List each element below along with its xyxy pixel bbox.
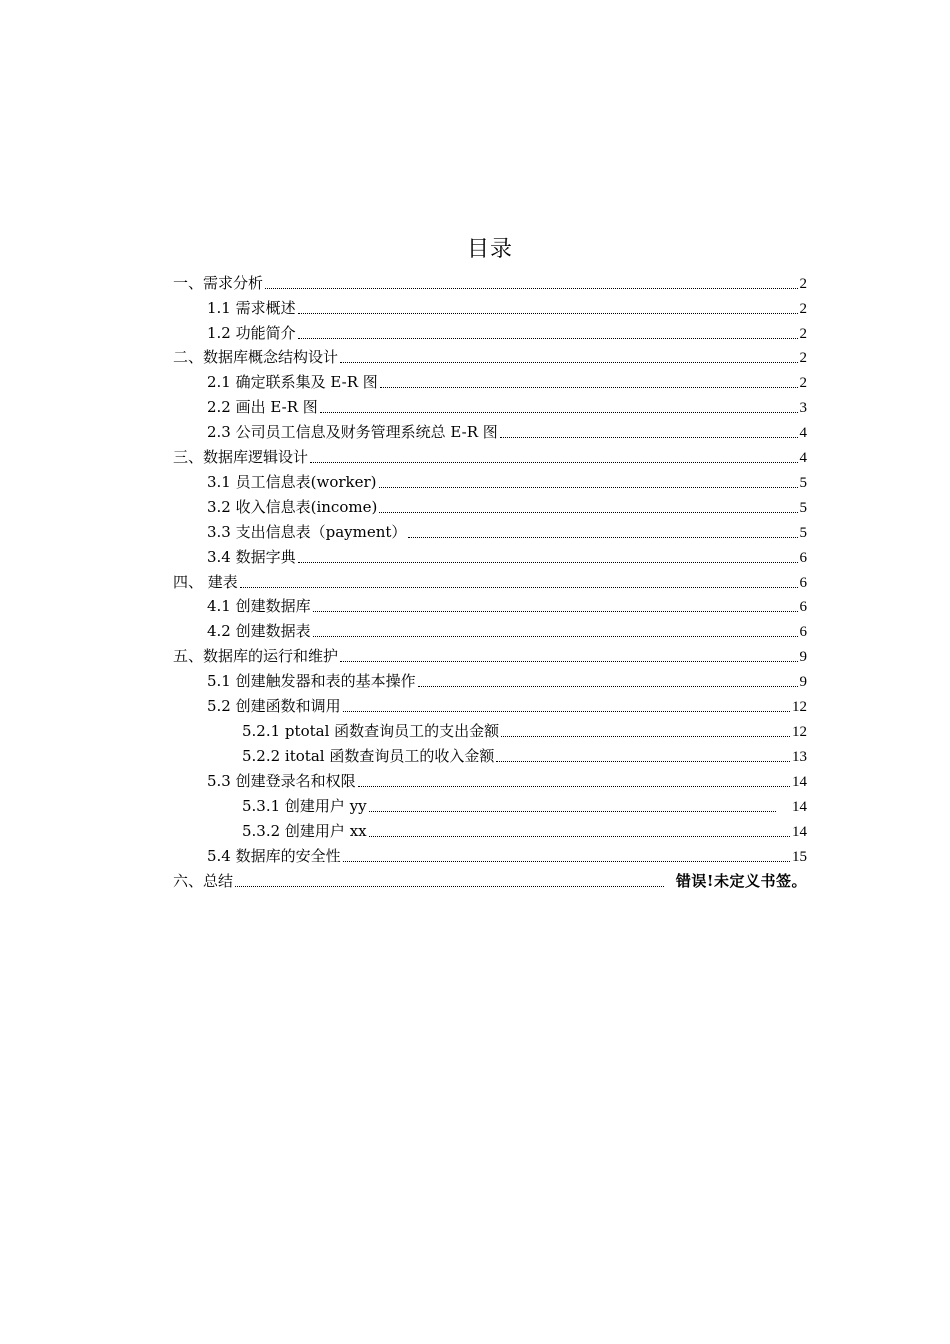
toc-leader-dots	[298, 313, 798, 314]
toc-entry-label: 五、数据库的运行和维护	[173, 647, 339, 665]
toc-entry-page-error: 错误!未定义书签。	[675, 872, 807, 890]
toc-entry[interactable]	[207, 546, 807, 568]
toc-entry[interactable]	[207, 421, 807, 443]
toc-entry-page: 12	[792, 699, 807, 715]
toc-entry-page: 2	[799, 350, 807, 366]
toc-leader-dots	[310, 462, 797, 463]
toc-entry-label: 四、 建表	[173, 573, 238, 591]
toc-entry[interactable]	[207, 695, 807, 717]
toc-leader-dots	[369, 836, 790, 837]
toc-entry-label: 2.3 公司员工信息及财务管理系统总 E-R 图	[207, 423, 498, 441]
toc-entry-label: 六、总结	[173, 872, 234, 890]
toc-entry-page: 14	[792, 824, 807, 840]
toc-entry-label: 2.1 确定联系集及 E-R 图	[207, 373, 378, 391]
toc-entry-page: 2	[799, 276, 807, 292]
toc-entry[interactable]	[242, 720, 807, 742]
toc-entry-label: 3.2 收入信息表(income)	[207, 498, 378, 516]
toc-entry[interactable]	[173, 272, 807, 294]
toc-leader-dots	[340, 661, 797, 662]
toc-entry-label: 5.1 创建触发器和表的基本操作	[207, 672, 416, 690]
toc-entry-page: 2	[799, 301, 807, 317]
toc-entry-label: 1.2 功能简介	[207, 324, 296, 342]
toc-entry-page: 5	[799, 525, 807, 541]
toc-entry-label: 2.2 画出 E-R 图	[207, 398, 318, 416]
toc-leader-dots	[298, 562, 798, 563]
toc-entry-page: 13	[792, 749, 807, 765]
toc-entry[interactable]	[207, 595, 807, 617]
toc-entry-page: 6	[799, 624, 807, 640]
toc-leader-dots	[235, 886, 664, 887]
toc-entry-page: 9	[799, 674, 807, 690]
toc-entry-page: 15	[792, 849, 807, 865]
toc-leader-dots	[496, 761, 790, 762]
toc-leader-dots	[313, 636, 798, 637]
toc-entry[interactable]	[207, 396, 807, 418]
toc-entry[interactable]	[173, 346, 807, 368]
toc-entry-label: 4.2 创建数据表	[207, 622, 311, 640]
toc-entry[interactable]	[173, 870, 807, 892]
toc-entry-page: 6	[799, 550, 807, 566]
toc-entry-label: 二、数据库概念结构设计	[173, 348, 339, 366]
toc-entry[interactable]	[242, 745, 807, 767]
toc-entry[interactable]	[173, 446, 807, 468]
toc-entry[interactable]	[173, 645, 807, 667]
toc-leader-dots	[379, 487, 798, 488]
toc-entry[interactable]	[207, 496, 807, 518]
toc-entry-page: 14	[792, 774, 807, 790]
toc-leader-dots	[240, 587, 798, 588]
toc-entry-page: 14	[792, 799, 807, 815]
toc-entry-label: 5.4 数据库的安全性	[207, 847, 341, 865]
toc-leader-dots	[265, 288, 797, 289]
toc-leader-dots	[418, 686, 798, 687]
toc-entry-label: 5.3 创建登录名和权限	[207, 772, 356, 790]
toc-leader-dots	[380, 387, 798, 388]
toc-leader-dots	[369, 811, 776, 812]
toc-entry[interactable]	[173, 571, 807, 593]
toc-entry-label: 3.1 员工信息表(worker)	[207, 473, 377, 491]
toc-leader-dots	[298, 338, 798, 339]
toc-entry-label: 5.2.2 itotal 函数查询员工的收入金额	[242, 747, 495, 765]
toc-entry-label: 1.1 需求概述	[207, 299, 296, 317]
toc-entry[interactable]	[207, 670, 807, 692]
toc-entry-label: 一、需求分析	[173, 274, 264, 292]
toc-leader-dots	[379, 512, 797, 513]
toc-title: 目录	[466, 237, 513, 262]
toc-entry-page: 12	[792, 724, 807, 740]
toc-entry-page: 4	[799, 425, 807, 441]
toc-entry[interactable]	[207, 620, 807, 642]
toc-entry-page: 2	[799, 375, 807, 391]
toc-entry-page: 5	[799, 475, 807, 491]
toc-leader-dots	[408, 537, 797, 538]
toc-entry[interactable]	[207, 845, 807, 867]
toc-entry[interactable]	[207, 371, 807, 393]
toc-entry-page: 5	[799, 500, 807, 516]
toc-leader-dots	[343, 711, 790, 712]
toc-leader-dots	[343, 861, 790, 862]
toc-entry-page: 2	[799, 326, 807, 342]
toc-entry[interactable]	[207, 521, 807, 543]
toc-entry-label: 3.3 支出信息表（payment）	[207, 523, 407, 541]
toc-leader-dots	[320, 412, 798, 413]
toc-entry-label: 4.1 创建数据库	[207, 597, 311, 615]
toc-entry[interactable]	[207, 770, 807, 792]
toc-entry[interactable]	[207, 297, 807, 319]
toc-leader-dots	[313, 611, 798, 612]
toc-entry-page: 3	[799, 400, 807, 416]
toc-entry-label: 3.4 数据字典	[207, 548, 296, 566]
toc-entry-page: 6	[799, 575, 807, 591]
toc-entry[interactable]	[242, 820, 807, 842]
toc-entry-label: 三、数据库逻辑设计	[173, 448, 309, 466]
toc-entry-label: 5.2 创建函数和调用	[207, 697, 341, 715]
toc-entry[interactable]	[207, 471, 807, 493]
toc-entry-label: 5.3.1 创建用户 yy	[242, 797, 367, 815]
toc-leader-dots	[358, 786, 790, 787]
toc-leader-dots	[340, 362, 797, 363]
toc-entry[interactable]	[242, 795, 807, 817]
toc-entry-page: 6	[799, 599, 807, 615]
toc-leader-dots	[500, 437, 798, 438]
toc-entry-page: 9	[799, 649, 807, 665]
toc-leader-dots	[501, 736, 790, 737]
toc-entry-label: 5.2.1 ptotal 函数查询员工的支出金额	[242, 722, 500, 740]
toc-entry-label: 5.3.2 创建用户 xx	[242, 822, 367, 840]
toc-entry[interactable]	[207, 322, 807, 344]
toc-entry-page: 4	[799, 450, 807, 466]
